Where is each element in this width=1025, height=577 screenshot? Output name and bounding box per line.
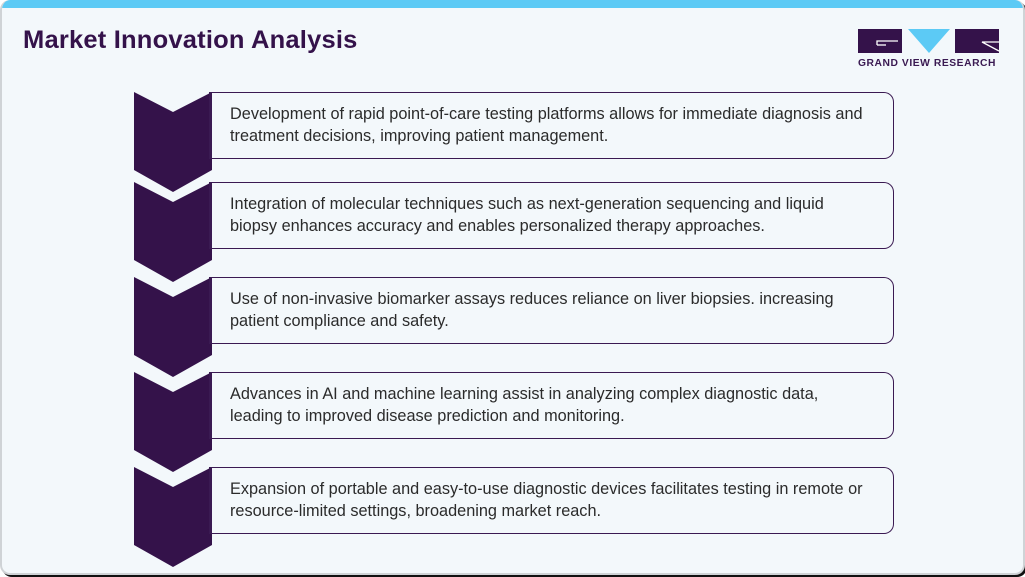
step-text: Advances in AI and machine learning assist in analyzing complex diagnostic data, leading to improved disease prediction and monitoring. [230, 385, 819, 425]
step-text: Expansion of portable and easy-to-use diagnostic devices facilitates testing in remote or resource-limited settings, broadening market reach. [230, 480, 863, 520]
step-card-3 [209, 277, 894, 344]
accent-top-bar [2, 0, 1023, 8]
chevron-down-icon [134, 182, 212, 282]
step-card-2 [209, 182, 894, 249]
step-card-1 [209, 92, 894, 159]
chevron-down-icon [134, 372, 212, 472]
step-text: Integration of molecular techniques such as next-generation sequencing and liquid biopsy enhances accuracy and enables personalized therapy approaches. [230, 195, 824, 235]
gvr-logo [858, 29, 999, 73]
step-text: Development of rapid point-of-care testing platforms allows for immediate diagnosis and treatment decisions, improving patient management. [230, 105, 863, 145]
step-card-5 [209, 467, 894, 534]
chevron-down-icon [134, 277, 212, 377]
gvr-logo-mark-icon [858, 29, 999, 53]
page-title: Market Innovation Analysis [23, 26, 358, 54]
chevron-down-icon [134, 92, 212, 192]
step-card-4 [209, 372, 894, 439]
logo-text: GRAND VIEW RESEARCH [858, 58, 997, 69]
chevron-down-icon [134, 467, 212, 567]
step-text: Use of non-invasive biomarker assays reduces reliance on liver biopsies. increasing patient compliance and safety. [230, 290, 834, 330]
